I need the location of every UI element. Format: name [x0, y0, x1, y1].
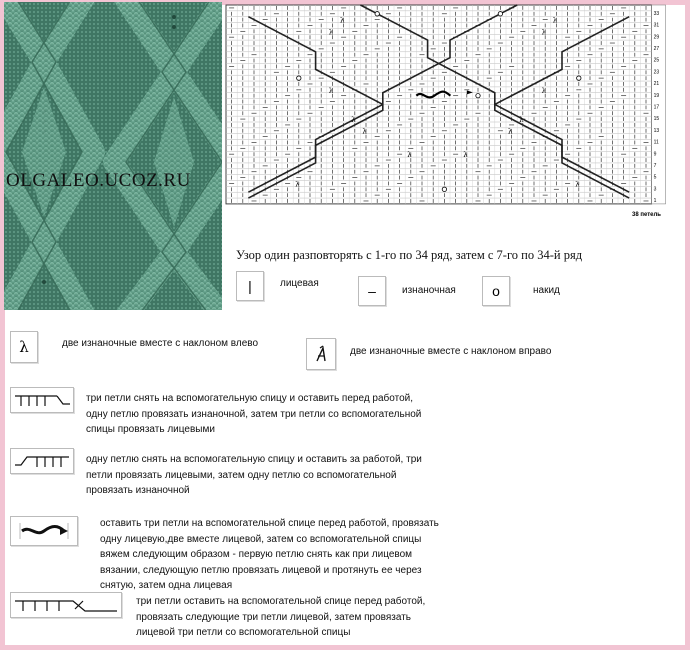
p2tog-mark: λ — [552, 16, 558, 25]
description-line: вяжем следующим образом - первую петлю снять как при лицевом — [100, 549, 413, 560]
p2tog-mark: λ — [575, 180, 580, 189]
cable-3x3-symbol-box — [10, 592, 122, 618]
knit-symbol-icon: | — [248, 278, 252, 294]
description-line: оставить три петли на вспомогательной спице перед работой, провязать — [100, 518, 439, 529]
yarn-over-symbol-icon: о — [492, 283, 500, 299]
yarn-over-mark — [442, 187, 446, 191]
cable-front-icon — [13, 392, 71, 408]
wrap-arrow-icon — [14, 521, 74, 541]
row-number: 29 — [653, 34, 660, 41]
knitted-sample-photo — [4, 2, 222, 310]
row-number: 21 — [653, 81, 660, 88]
description-line: провязать следующие три петли лицевой, затем провязать — [136, 611, 412, 623]
p2tog-mark: λ — [351, 116, 356, 124]
p2tog-mark: λ — [295, 180, 300, 189]
row-number: 3 — [653, 186, 657, 193]
purl-label: изнаночная — [402, 285, 456, 296]
yarn-over-mark — [498, 12, 502, 16]
p2tog-mark: λ — [541, 28, 547, 37]
description-line: лицевой три петли со вспомогательной спицы — [136, 627, 351, 638]
cable-back-icon — [13, 453, 71, 469]
cable-3x3-icon — [13, 597, 119, 613]
description-line: вязании, следующую петлю провязать лицевой и протянуть ее через — [100, 564, 422, 576]
p2tog-left-label: две изнаночные вместе с наклоном влево — [62, 338, 259, 349]
yarn-over-mark — [375, 12, 379, 16]
cable-back-symbol-box — [10, 448, 74, 474]
row-number: 19 — [653, 92, 660, 99]
p2tog-mark: λ — [328, 86, 334, 95]
description-line: снятую, затем одна лицевая — [100, 580, 233, 591]
knit-symbol-box — [236, 271, 264, 301]
cable-back-description — [86, 452, 422, 499]
row-number: 5 — [653, 174, 657, 181]
p2tog-mark: λ — [407, 151, 412, 160]
row-number: 27 — [653, 45, 660, 52]
stitch-count-label: 38 петель — [632, 212, 661, 218]
row-number: 13 — [653, 127, 660, 134]
row-number: 31 — [653, 22, 660, 29]
p2tog-mark: λ — [340, 16, 345, 25]
knitting-chart — [224, 1, 686, 225]
p2tog-right-label: две изнаночные вместе с наклоном вправо — [350, 346, 552, 357]
description-line: одну лицевую,две вместе лицевой, затем со вспомогательной спицы — [100, 533, 422, 545]
yarn-over-label: накид — [533, 285, 560, 296]
cable-front-description — [86, 391, 421, 438]
cable-wrap-symbol-box — [10, 516, 78, 546]
row-number: 17 — [653, 104, 660, 111]
description-line: петли провязать лицевыми, затем одну петлю со вспомогательной — [86, 469, 397, 481]
p2tog-mark: λ — [508, 127, 513, 136]
lambda-left-icon: λ — [19, 338, 29, 356]
cable-wrap-description — [100, 516, 439, 594]
repeat-instruction: Узор один разповторять с 1-го по 34 ряд, затем с 7-го по 34-й ряд — [236, 248, 583, 262]
p2tog-left-symbol-box — [10, 331, 38, 363]
yarn-over-mark — [577, 76, 581, 80]
yarn-over-mark — [476, 93, 480, 97]
watermark-text: OLGALEO.UCOZ.RU — [6, 170, 191, 191]
p2tog-mark: λ — [519, 116, 524, 124]
purl-symbol-box — [358, 276, 386, 306]
p2tog-mark: λ — [541, 86, 547, 95]
yarn-over-mark — [297, 76, 301, 80]
row-number: 9 — [653, 151, 657, 158]
p2tog-right-symbol-box — [306, 338, 336, 370]
description-line: одну петлю провязать изнаночной, затем три петли со вспомогательной — [86, 408, 422, 420]
cable-3x3-description — [136, 594, 425, 641]
p2tog-mark: λ — [362, 127, 367, 136]
description-line: три петли оставить на вспомогательной спице перед работой, — [136, 596, 426, 607]
row-number: 1 — [653, 198, 657, 205]
row-number: 11 — [653, 139, 659, 146]
description-line: спицы провязать лицевыми — [86, 424, 215, 435]
p2tog-mark: λ — [463, 151, 468, 160]
row-number: 33 — [653, 10, 660, 17]
row-number: 25 — [653, 57, 660, 64]
row-number: 23 — [653, 69, 660, 76]
yarn-over-symbol-box — [482, 276, 510, 306]
lambda-right-icon — [313, 345, 329, 363]
cable-front-symbol-box — [10, 387, 74, 413]
row-number: 15 — [653, 116, 660, 123]
knit-label: лицевая — [280, 278, 319, 289]
description-line: три петли снять на вспомогательную спицу и оставить перед работой, — [86, 393, 414, 404]
p2tog-mark: λ — [328, 28, 334, 37]
description-line: провязать изнаночной — [86, 485, 190, 496]
purl-symbol-icon: – — [368, 283, 376, 299]
description-line: одну петлю снять на вспомогательную спицу и оставить за работой, три — [86, 454, 422, 465]
row-number: 7 — [653, 162, 657, 169]
